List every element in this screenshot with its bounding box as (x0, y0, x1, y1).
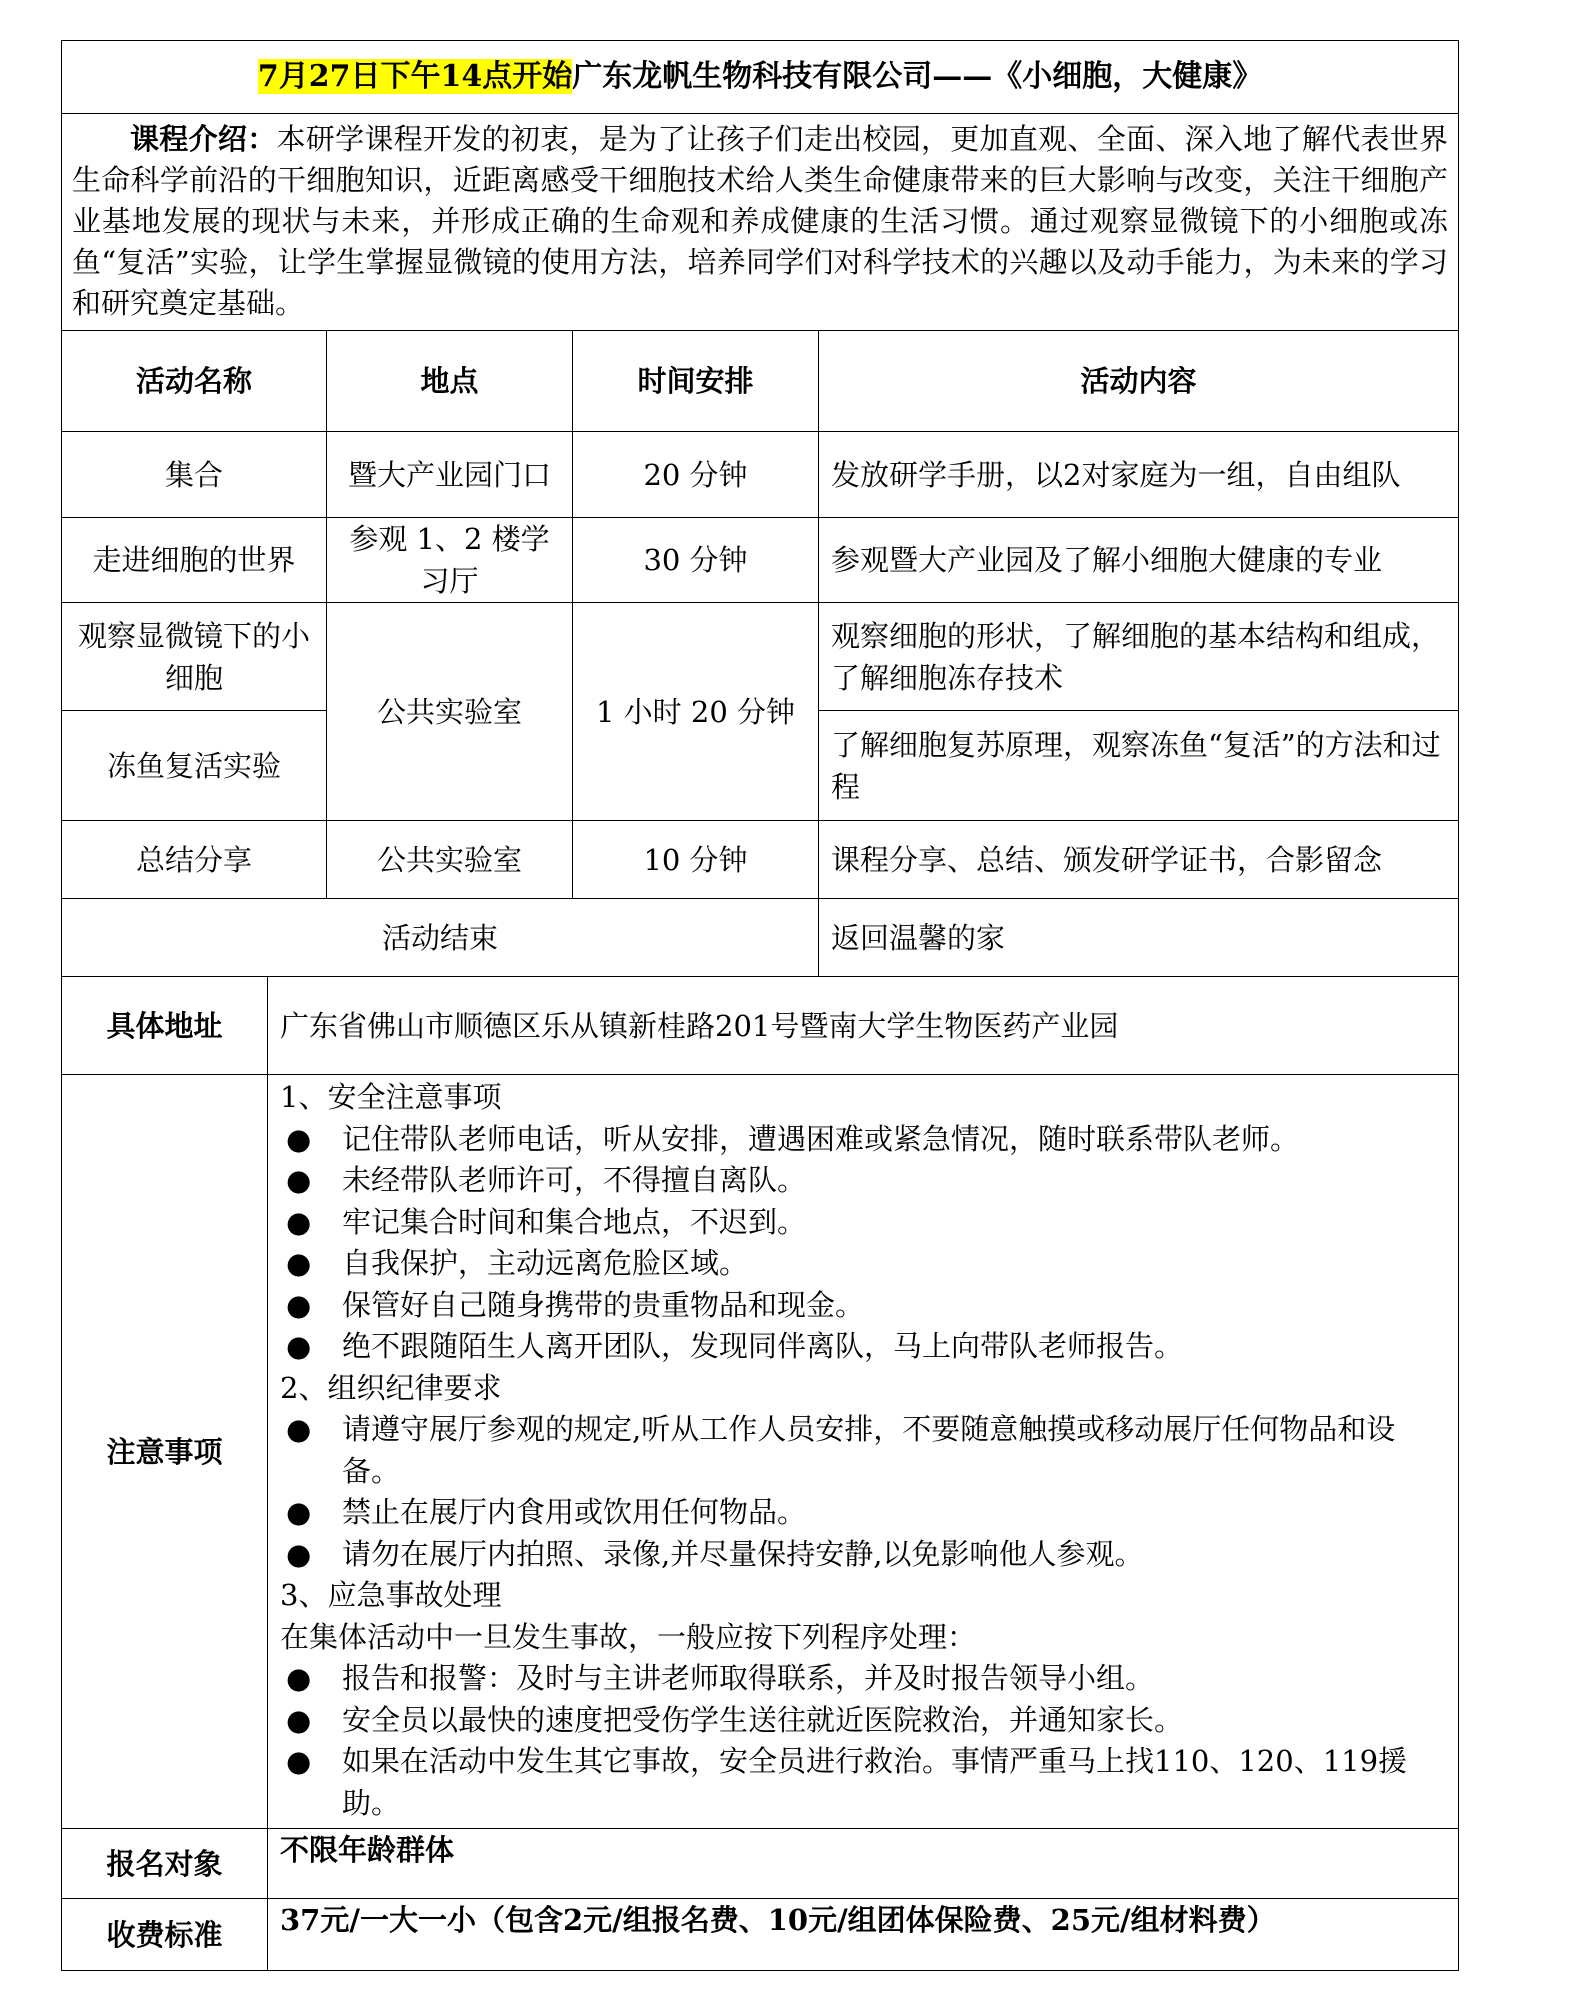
activity-content: 观察细胞的形状，了解细胞的基本结构和组成，了解细胞冻存技术 (819, 603, 1459, 711)
list-item: ● 请遵守展厅参观的规定,听从工作人员安排，不要随意触摸或移动展厅任何物品和设备。 (280, 1409, 1446, 1492)
bullet-icon: ● (286, 1287, 312, 1322)
activity-place: 暨大产业园门口 (327, 432, 573, 518)
fee-value: 37元/一大一小（包含2元/组报名费、10元/组团体保险费、25元/组材料费） (268, 1899, 1459, 1971)
fee-label: 收费标准 (62, 1899, 268, 1971)
title-row (62, 41, 1459, 114)
bullet-icon: ● (286, 1744, 312, 1778)
table-row (62, 821, 1459, 899)
notes-section-heading: 3、应急事故处理 (280, 1578, 502, 1612)
bullet-icon: ● (286, 1163, 312, 1197)
title-rest: 广东龙帆生物科技有限公司——《小细胞，大健康》 (572, 59, 1263, 94)
title-highlight: 7月27日下午14点开始 (257, 59, 573, 94)
list-item: ● 请勿在展厅内拍照、录像,并尽量保持安静,以免影响他人参观。 (280, 1534, 1446, 1576)
event-table (61, 40, 1459, 1971)
activity-end-content: 返回温馨的家 (819, 899, 1459, 977)
activity-name: 冻鱼复活实验 (62, 711, 327, 821)
activity-content: 发放研学手册，以2对家庭为一组，自由组队 (819, 432, 1459, 518)
list-item: ● 报告和报警：及时与主讲老师取得联系，并及时报告领导小组。 (280, 1658, 1446, 1700)
intro-text: 本研学课程开发的初衷，是为了让孩子们走出校园，更加直观、全面、深入地了解代表世界生命科学前沿的干细胞知识，近距离感受干细胞技术给人类生命健康带来的巨大影响与改变，关注干细胞产业基地发展的现状与未来，并形成正确的生命观和养成健康的生活习惯。通过观察显微镜下的小细胞或冻鱼“复活”实验，让学生掌握显微镜的使用方法，培养同学们对科学技术的兴趣以及动手能力，为未来的学习和研究奠定基础。 (72, 121, 1449, 320)
list-item: ● 牢记集合时间和集合地点，不迟到。 (280, 1202, 1446, 1244)
bullet-icon: ● (286, 1495, 312, 1529)
audience-value: 不限年龄群体 (268, 1829, 1459, 1899)
activity-name: 走进细胞的世界 (62, 518, 327, 603)
header-place: 地点 (327, 331, 573, 432)
page-title (62, 41, 1459, 114)
activity-time: 20 分钟 (573, 432, 819, 518)
activity-end-label: 活动结束 (62, 899, 819, 977)
bullet-icon: ● (286, 1702, 312, 1737)
bullet-icon: ● (286, 1412, 312, 1446)
header-content: 活动内容 (819, 331, 1459, 432)
activity-time: 1 小时 20 分钟 (573, 603, 819, 821)
notes-row (62, 1075, 1459, 1829)
notes-section-intro: 在集体活动中一旦发生事故，一般应按下列程序处理： (280, 1619, 977, 1654)
list-item: ● 记住带队老师电话，听从安排，遭遇困难或紧急情况，随时联系带队老师。 (280, 1119, 1446, 1161)
activity-content: 课程分享、总结、颁发研学证书，合影留念 (819, 821, 1459, 899)
table-row (62, 518, 1459, 603)
notes-label: 注意事项 (62, 1075, 268, 1829)
list-item: ● 如果在活动中发生其它事故，安全员进行救治。事情严重马上找110、120、119援助。 (280, 1741, 1446, 1824)
bullet-icon: ● (286, 1536, 312, 1571)
list-item: ● 未经带队老师许可，不得擅自离队。 (280, 1160, 1446, 1202)
intro-lead: 课程介绍： (130, 121, 277, 156)
activity-content: 参观暨大产业园及了解小细胞大健康的专业 (819, 518, 1459, 603)
list-item: ● 安全员以最快的速度把受伤学生送往就近医院救治，并通知家长。 (280, 1700, 1446, 1742)
activity-time: 10 分钟 (573, 821, 819, 899)
list-item: ● 禁止在展厅内食用或饮用任何物品。 (280, 1492, 1446, 1534)
header-activity-name: 活动名称 (62, 331, 327, 432)
address-value: 广东省佛山市顺德区乐从镇新桂路201号暨南大学生物医药产业园 (268, 977, 1459, 1075)
address-label: 具体地址 (62, 977, 268, 1075)
table-row (62, 899, 1459, 977)
list-item: ● 保管好自己随身携带的贵重物品和现金。 (280, 1285, 1446, 1327)
notes-section-heading: 1、安全注意事项 (280, 1080, 502, 1114)
activity-name: 总结分享 (62, 821, 327, 899)
activity-name: 集合 (62, 432, 327, 518)
activity-name: 观察显微镜下的小细胞 (62, 603, 327, 711)
activity-place: 参观 1、2 楼学习厅 (327, 518, 573, 603)
address-row (62, 977, 1459, 1075)
audience-row (62, 1829, 1459, 1899)
notes-content (268, 1075, 1459, 1829)
list-item: ● 自我保护，主动远离危脸区域。 (280, 1243, 1446, 1285)
activity-time: 30 分钟 (573, 518, 819, 603)
notes-section-heading: 2、组织纪律要求 (280, 1370, 502, 1405)
schedule-header-row (62, 331, 1459, 432)
audience-label: 报名对象 (62, 1829, 268, 1899)
table-row (62, 603, 1459, 711)
table-row (62, 432, 1459, 518)
bullet-icon: ● (286, 1246, 312, 1280)
header-time: 时间安排 (573, 331, 819, 432)
activity-content: 了解细胞复苏原理，观察冻鱼“复活”的方法和过程 (819, 711, 1459, 821)
list-item: ● 绝不跟随陌生人离开团队，发现同伴离队，马上向带队老师报告。 (280, 1326, 1446, 1368)
bullet-icon: ● (286, 1661, 312, 1695)
fee-row (62, 1899, 1459, 1971)
activity-place: 公共实验室 (327, 603, 573, 821)
bullet-icon: ● (286, 1204, 312, 1239)
document (61, 40, 1458, 1971)
bullet-icon: ● (286, 1329, 312, 1363)
bullet-icon: ● (286, 1121, 312, 1156)
course-intro (62, 114, 1459, 331)
activity-place: 公共实验室 (327, 821, 573, 899)
intro-row (62, 114, 1459, 331)
